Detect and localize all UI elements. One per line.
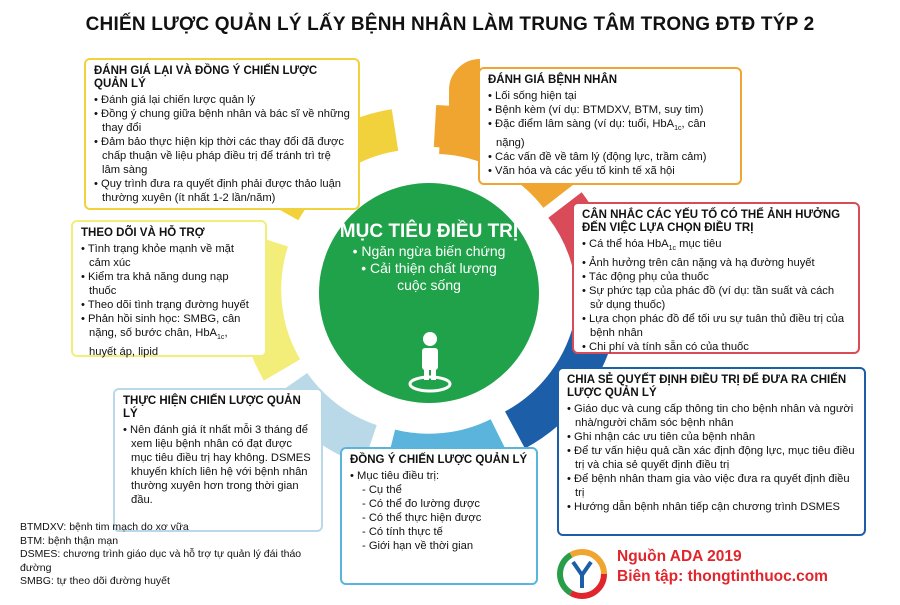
list-item: • Mục tiêu điều trị: <box>350 469 528 483</box>
box-title: CHIA SẺ QUYẾT ĐỊNH ĐIỀU TRỊ ĐỂ ĐƯA RA CHIẾN LƯỢC QUẢN LÝ <box>567 374 847 399</box>
abbreviation-item: DSMES: chương trình giáo dục và hỗ trợ tự quản lý đái tháo đường <box>20 548 302 574</box>
list-item: • Văn hóa và các yếu tố kinh tế xã hội <box>488 164 732 178</box>
box-reassess-agree <box>84 58 360 210</box>
list-item: • Phản hồi sinh học: SMBG, cân nặng, số bước chân, HbA$_{1c}$, huyết áp, lipid <box>81 312 257 359</box>
list-item: • Tình trạng khỏe mạnh về mặt cảm xúc <box>81 242 257 270</box>
person-target-icon <box>406 330 454 394</box>
list-item: • Sự phức tạp của phác đồ (ví dụ: tần suất và cách sử dụng thuốc) <box>582 284 850 312</box>
center-line-2: • Cải thiện chất lượng <box>361 260 497 276</box>
box-title: CÂN NHẮC CÁC YẾU TỐ CÓ THỂ ẢNH HƯỞNG ĐẾN VIỆC LỰA CHỌN ĐIỀU TRỊ <box>582 209 841 234</box>
list-item: • Các vấn đề về tâm lý (động lực, trầm cảm) <box>488 150 732 164</box>
thongtinthuoc-logo-icon <box>556 548 608 600</box>
list-item: • Lựa chọn phác đồ để tối ưu sự tuân thủ điều trị của bệnh nhân <box>582 312 850 340</box>
list-item: - Có thể thực hiện được <box>362 511 528 525</box>
list-item: • Đồng ý chung giữa bệnh nhân và bác sĩ về những thay đổi <box>94 107 350 135</box>
list-item: • Quy trình đưa ra quyết định phải được thảo luận thường xuyên (ít nhất 1-2 lần/năm) <box>94 177 350 205</box>
list-item: • Kiểm tra khả năng dung nạp thuốc <box>81 270 257 298</box>
source-credit <box>617 547 828 587</box>
list-item: • Hướng dẫn bệnh nhân tiếp cận chương trình DSMES <box>567 500 856 514</box>
list-item: • Để bệnh nhân tham gia vào việc đưa ra quyết định điều trị <box>567 472 856 500</box>
box-agree-strategy <box>340 447 538 585</box>
box-consider-factors <box>572 202 860 354</box>
list-item: • Nên đánh giá ít nhất mỗi 3 tháng để xem liệu bệnh nhân có đạt được mục tiêu điều trị hay không. DSMES khuyến khích liên hệ với bệnh nhân thường xuyên hơn trong thời gian đầu. <box>123 423 313 507</box>
list-item: • Để tư vấn hiệu quả cần xác định động lực, mục tiêu điều trị và chia sẻ quyết định điều trị <box>567 444 856 472</box>
box-title: THỰC HIỆN CHIẾN LƯỢC QUẢN LÝ <box>123 395 301 420</box>
list-item: - Có tính thực tế <box>362 525 528 539</box>
box-title: ĐÁNH GIÁ LẠI VÀ ĐỒNG Ý CHIẾN LƯỢC QUẢN LÝ <box>94 65 318 90</box>
box-shared-decision <box>557 367 866 536</box>
source-line: Nguồn ADA 2019 <box>617 548 742 565</box>
center-line-3: cuộc sống <box>397 277 461 293</box>
list-item: • Tác động phụ của thuốc <box>582 270 850 284</box>
abbreviation-item: BTMDXV: bệnh tim mạch do xơ vữa <box>20 521 189 533</box>
list-item: - Giới hạn về thời gian <box>362 539 528 553</box>
list-item: • Lối sống hiện tại <box>488 89 732 103</box>
list-item: • Bệnh kèm (ví dụ: BTMDXV, BTM, suy tim) <box>488 103 732 117</box>
page-title: CHIẾN LƯỢC QUẢN LÝ LẤY BỆNH NHÂN LÀM TRUNG TÂM TRONG ĐTĐ TÝP 2 <box>85 14 815 35</box>
list-item: • Cá thể hóa HbA$_{1c}$ mục tiêu <box>582 237 850 256</box>
abbreviations <box>20 521 320 589</box>
list-item: • Đặc điểm lâm sàng (ví dụ: tuổi, HbA$_{1c}$, cân nặng) <box>488 117 732 150</box>
box-assess-patient <box>478 67 742 185</box>
center-title: MỤC TIÊU ĐIỀU TRỊ <box>339 221 519 242</box>
list-item: • Ảnh hưởng trên cân nặng và hạ đường huyết <box>582 256 850 270</box>
editor-line: Biên tập: thongtinthuoc.com <box>617 568 828 585</box>
box-title: THEO DÕI VÀ HỖ TRỢ <box>81 227 205 239</box>
list-item: • Chi phí và tính sẵn có của thuốc <box>582 340 850 354</box>
box-implement-strategy <box>113 388 323 532</box>
list-item: • Đảm bảo thực hiện kịp thời các thay đổi đã được chấp thuận về liệu pháp điều trị để tránh trì trệ lâm sàng <box>94 135 350 177</box>
list-item: • Đánh giá lại chiến lược quản lý <box>94 93 350 107</box>
box-monitor-support <box>71 220 267 357</box>
abbreviation-item: SMBG: tự theo dõi đường huyết <box>20 575 170 587</box>
box-title: ĐỒNG Ý CHIẾN LƯỢC QUẢN LÝ <box>350 454 528 466</box>
abbreviation-item: BTM: bệnh thận mạn <box>20 534 119 547</box>
center-line-1: • Ngăn ngừa biến chứng <box>352 243 506 259</box>
list-item: • Theo dõi tình trạng đường huyết <box>81 298 257 312</box>
list-item: • Giáo dục và cung cấp thông tin cho bệnh nhân và người nhà/người chăm sóc bệnh nhân <box>567 402 856 430</box>
list-item: - Có thể đo lường được <box>362 497 528 511</box>
box-title: ĐÁNH GIÁ BỆNH NHÂN <box>488 74 618 86</box>
list-item: - Cụ thể <box>362 483 528 497</box>
list-item: • Ghi nhận các ưu tiên của bệnh nhân <box>567 430 856 444</box>
